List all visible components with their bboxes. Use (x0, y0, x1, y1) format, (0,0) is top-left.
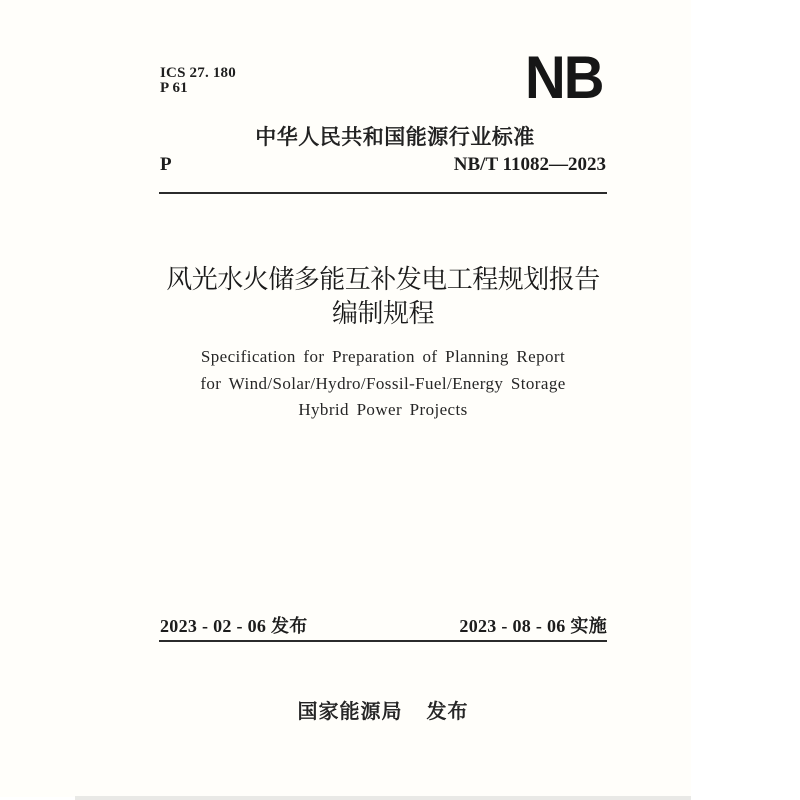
title-en-line1: Specification for Preparation of Planning Report (200, 347, 566, 366)
title-en-line2: for Wind/Solar/Hydro/Fossil-Fuel/Energy Storage (200, 373, 566, 393)
doc-class-code: P 61 (160, 80, 188, 96)
ics-classification-block (160, 66, 236, 96)
implementation-date: 2023 - 08 - 06 实施 (459, 616, 607, 636)
ics-code: ICS 27. 180 (160, 65, 236, 81)
book-page-edge (75, 796, 691, 800)
title-cn-line1: 风光水火储多能互补发电工程规划报告 (166, 265, 600, 294)
header-divider (159, 192, 607, 194)
page-title-english (130, 344, 636, 424)
publisher-line (160, 695, 606, 724)
standard-number: NB/T 11082—2023 (453, 154, 606, 175)
doc-class-letter: P (160, 154, 172, 175)
title-cn-line2: 编制规程 (331, 299, 434, 328)
footer-divider (159, 640, 607, 642)
nb-standard-logo: NB (525, 44, 603, 111)
title-en-line3: Hybrid Power Projects (298, 400, 468, 419)
dates-row (160, 612, 607, 638)
publisher-org: 国家能源局 (297, 701, 403, 723)
standard-category-title: 中华人民共和国能源行业标准 (255, 126, 535, 149)
publisher-action: 发布 (426, 701, 469, 723)
standard-number-row (160, 154, 606, 176)
page-title-chinese (160, 263, 606, 331)
release-date: 2023 - 02 - 06 发布 (160, 616, 308, 636)
